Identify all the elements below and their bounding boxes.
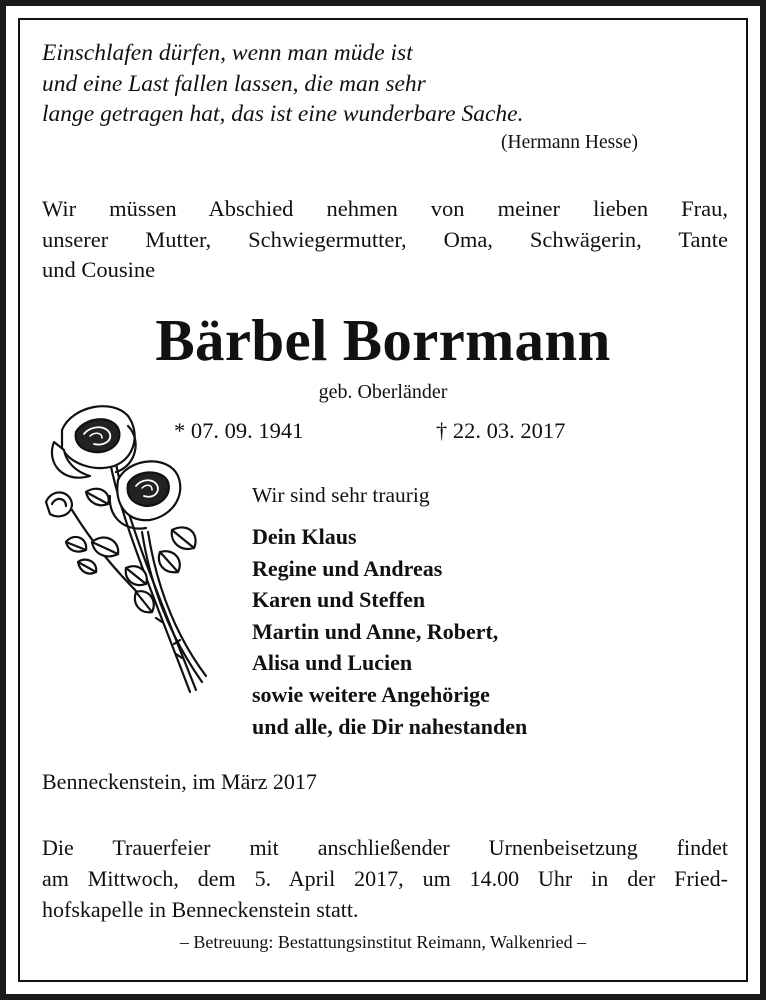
mourner-line: Regine und Andreas xyxy=(252,555,443,581)
hesse-quote xyxy=(42,38,523,130)
funeral-line: hofskapelle in Benneckenstein statt. xyxy=(42,897,359,922)
mourners-intro: Wir sind sehr traurig xyxy=(252,483,430,507)
birth-name: geb. Oberländer xyxy=(318,381,448,403)
mourners-list xyxy=(252,521,527,742)
mourner-line: Dein Klaus xyxy=(252,524,357,549)
quote-line: und eine Last fallen lassen, die man sehr xyxy=(42,70,426,97)
mourner-line: und alle, die Dir nahestanden xyxy=(252,713,528,739)
mourner-line: sowie weitere Angehörige xyxy=(252,681,490,707)
quote-line: Einschlafen dürfen, wenn man müde ist xyxy=(42,40,413,66)
farewell-intro xyxy=(42,194,728,286)
birth-date: * 07. 09. 1941 xyxy=(174,418,304,443)
intro-line: und Cousine xyxy=(42,257,156,282)
obituary-card xyxy=(6,6,760,994)
mourner-line: Martin und Anne, Robert, xyxy=(252,618,499,644)
intro-line: Wir müssen Abschied nehmen von meiner lieben Frau, xyxy=(42,196,728,221)
death-date: † 22. 03. 2017 xyxy=(436,418,566,443)
place-date: Benneckenstein, im März 2017 xyxy=(42,769,317,794)
mourner-line: Karen und Steffen xyxy=(252,587,426,613)
funeral-line: am Mittwoch, dem 5. April 2017, um 14.00 Uhr in der Fried- xyxy=(42,866,728,891)
rose-icon xyxy=(32,392,222,704)
mourner-line: Alisa und Lucien xyxy=(252,650,413,676)
quote-author: (Hermann Hesse) xyxy=(501,132,638,153)
funeral-line: Die Trauerfeier mit anschließender Urnenbeisetzung findet xyxy=(42,835,728,860)
quote-line: lange getragen hat, das ist eine wunderbare Sache. xyxy=(42,101,524,127)
funeral-notice xyxy=(42,832,728,925)
funeral-home-credit: – Betreuung: Bestattungsinstitut Reimann, Walkenried – xyxy=(179,932,587,952)
intro-line: unserer Mutter, Schwiegermutter, Oma, Schwägerin, Tante xyxy=(42,226,728,252)
deceased-name: Bärbel Borrmann xyxy=(155,307,611,373)
